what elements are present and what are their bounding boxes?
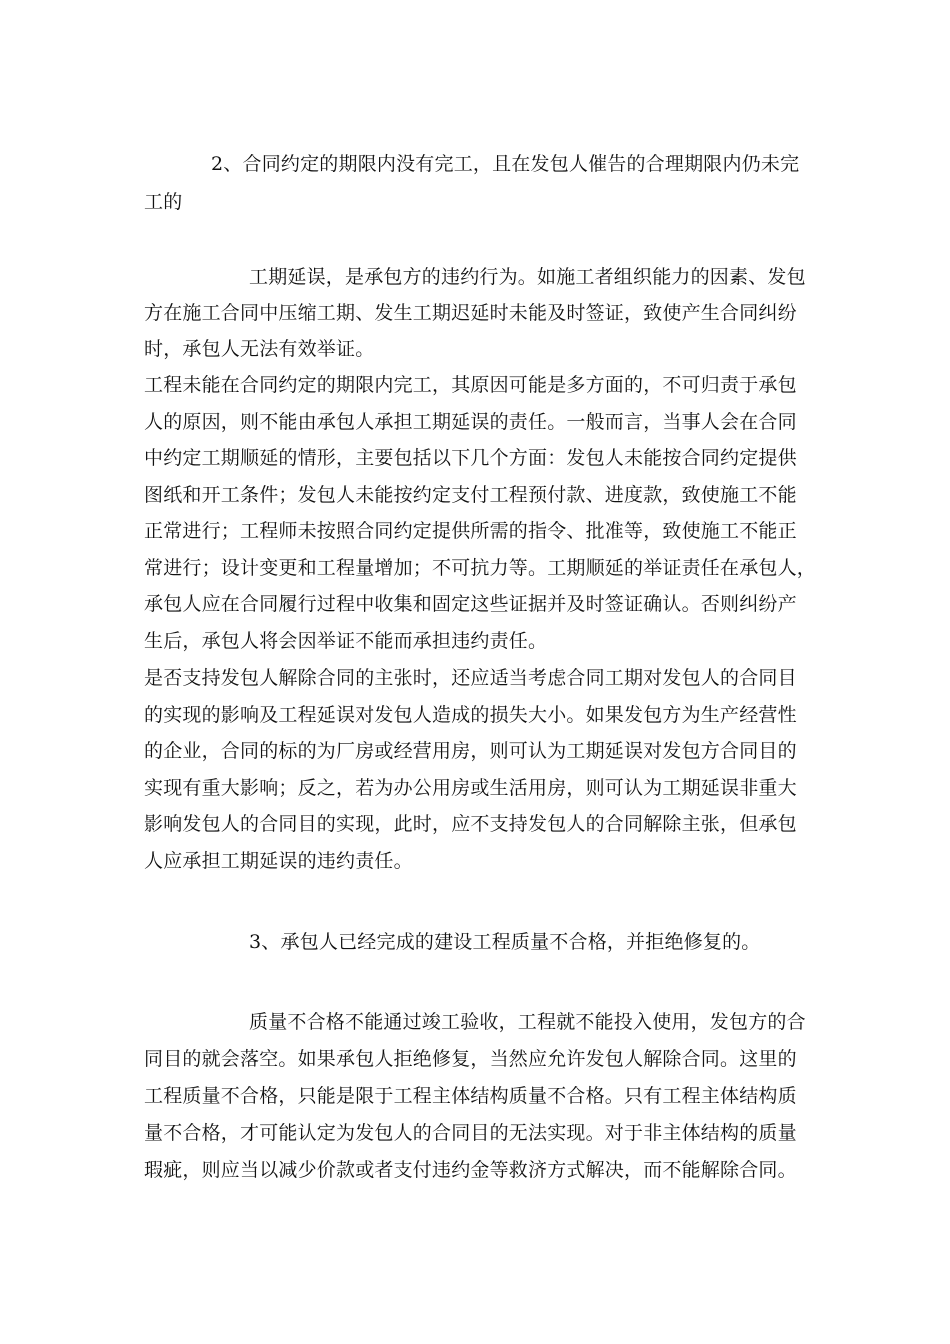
paragraph-2-line-6: 常进行；设计变更和工程量增加；不可抗力等。工期顺延的举证责任在承包人， — [144, 557, 817, 579]
paragraph-2-line-8: 生后，承包人将会因举证不能而承担违约责任。 — [144, 630, 548, 652]
heading-2-line-1: 2、合同约定的期限内没有完工，且在发包人催告的合理期限内仍未完 — [211, 153, 800, 175]
paragraph-2-line-7: 承包人应在合同履行过程中收集和固定这些证据并及时签证确认。否则纠纷产 — [144, 593, 797, 615]
paragraph-2-line-3: 中约定工期顺延的情形，主要包括以下几个方面：发包人未能按合同约定提供 — [144, 447, 797, 469]
paragraph-4-line-1: 质量不合格不能通过竣工验收，工程就不能投入使用，发包方的合 — [249, 1011, 806, 1033]
paragraph-2-line-2: 人的原因，则不能由承包人承担工期延误的责任。一般而言，当事人会在合同 — [144, 411, 797, 433]
paragraph-2-line-5: 正常进行；工程师未按照合同约定提供所需的指令、批准等，致使施工不能正 — [144, 520, 797, 542]
paragraph-3-line-6: 人应承担工期延误的违约责任。 — [144, 850, 413, 872]
paragraph-4-line-2: 同目的就会落空。如果承包人拒绝修复，当然应允许发包人解除合同。这里的 — [144, 1048, 797, 1070]
paragraph-4-line-4: 量不合格，才可能认定为发包人的合同目的无法实现。对于非主体结构的质量 — [144, 1122, 797, 1144]
heading-2-line-2: 工的 — [144, 191, 183, 213]
paragraph-4-line-3: 工程质量不合格，只能是限于工程主体结构质量不合格。只有工程主体结构质 — [144, 1085, 797, 1107]
paragraph-3-line-4: 实现有重大影响；反之，若为办公用房或生活用房，则可认为工期延误非重大 — [144, 777, 797, 799]
paragraph-1-line-3: 时，承包人无法有效举证。 — [144, 338, 375, 360]
paragraph-1-line-1: 工期延误，是承包方的违约行为。如施工者组织能力的因素、发包 — [249, 266, 806, 288]
paragraph-2-line-4: 图纸和开工条件；发包人未能按约定支付工程预付款、进度款，致使施工不能 — [144, 484, 797, 506]
paragraph-2-line-1: 工程未能在合同约定的期限内完工，其原因可能是多方面的，不可归责于承包 — [144, 374, 797, 396]
paragraph-3-line-5: 影响发包人的合同目的实现，此时，应不支持发包人的合同解除主张，但承包 — [144, 813, 797, 835]
paragraph-3-line-2: 的实现的影响及工程延误对发包人造成的损失大小。如果发包方为生产经营性 — [144, 704, 797, 726]
paragraph-4-line-5: 瑕疵，则应当以减少价款或者支付违约金等救济方式解决，而不能解除合同。 — [144, 1159, 797, 1181]
paragraph-3-line-3: 的企业，合同的标的为厂房或经营用房，则可认为工期延误对发包方合同目的 — [144, 740, 797, 762]
heading-3-line-1: 3、承包人已经完成的建设工程质量不合格，并拒绝修复的。 — [249, 931, 761, 953]
paragraph-3-line-1: 是否支持发包人解除合同的主张时，还应适当考虑合同工期对发包人的合同目 — [144, 667, 797, 689]
paragraph-1-line-2: 方在施工合同中压缩工期、发生工期迟延时未能及时签证，致使产生合同纠纷 — [144, 302, 797, 324]
